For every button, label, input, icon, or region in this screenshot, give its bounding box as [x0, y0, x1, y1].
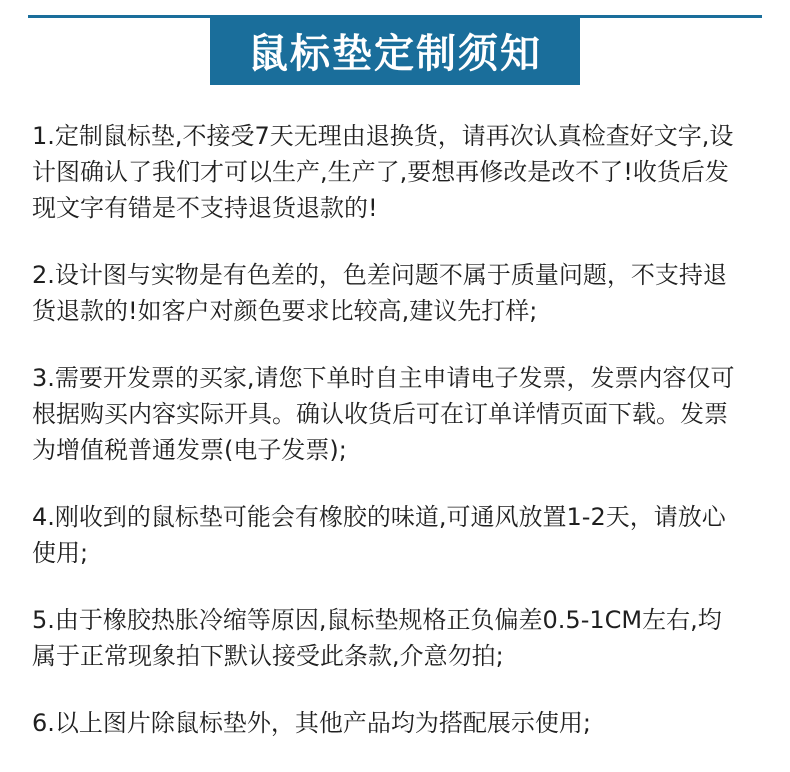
notice-item-5: 5.由于橡胶热胀冷缩等原因,鼠标垫规格正负偏差0.5-1CM左右,均属于正常现象拍下默认接受此条款,介意勿拍;: [32, 606, 722, 670]
title-banner: [210, 15, 580, 85]
header-rule-right: [580, 15, 762, 18]
notice-item-4: 4.刚收到的鼠标垫可能会有橡胶的味道,可通风放置1-2天，请放心使用;: [32, 503, 726, 567]
notice-item-1: 1.定制鼠标垫,不接受7天无理由退换货，请再次认真检查好文字,设计图确认了我们才可以生产,生产了,要想再修改是改不了!收货后发现文字有错是不支持退货退款的!: [32, 122, 734, 222]
notice-list: [32, 118, 737, 772]
page-title: 鼠标垫定制须知: [248, 30, 542, 77]
notice-item-2: 2.设计图与实物是有色差的，色差问题不属于质量问题，不支持退货退款的!如客户对颜色要求比较高,建议先打样;: [32, 261, 727, 325]
page-header: [0, 0, 790, 100]
notice-item-3: 3.需要开发票的买家,请您下单时自主申请电子发票，发票内容仅可根据购买内容实际开具。确认收货后可在订单详情页面下载。发票为增值税普通发票(电子发票);: [32, 364, 735, 464]
notice-item-6: 6.以上图片除鼠标垫外，其他产品均为搭配展示使用;: [32, 709, 591, 737]
header-rule-left: [28, 15, 210, 18]
